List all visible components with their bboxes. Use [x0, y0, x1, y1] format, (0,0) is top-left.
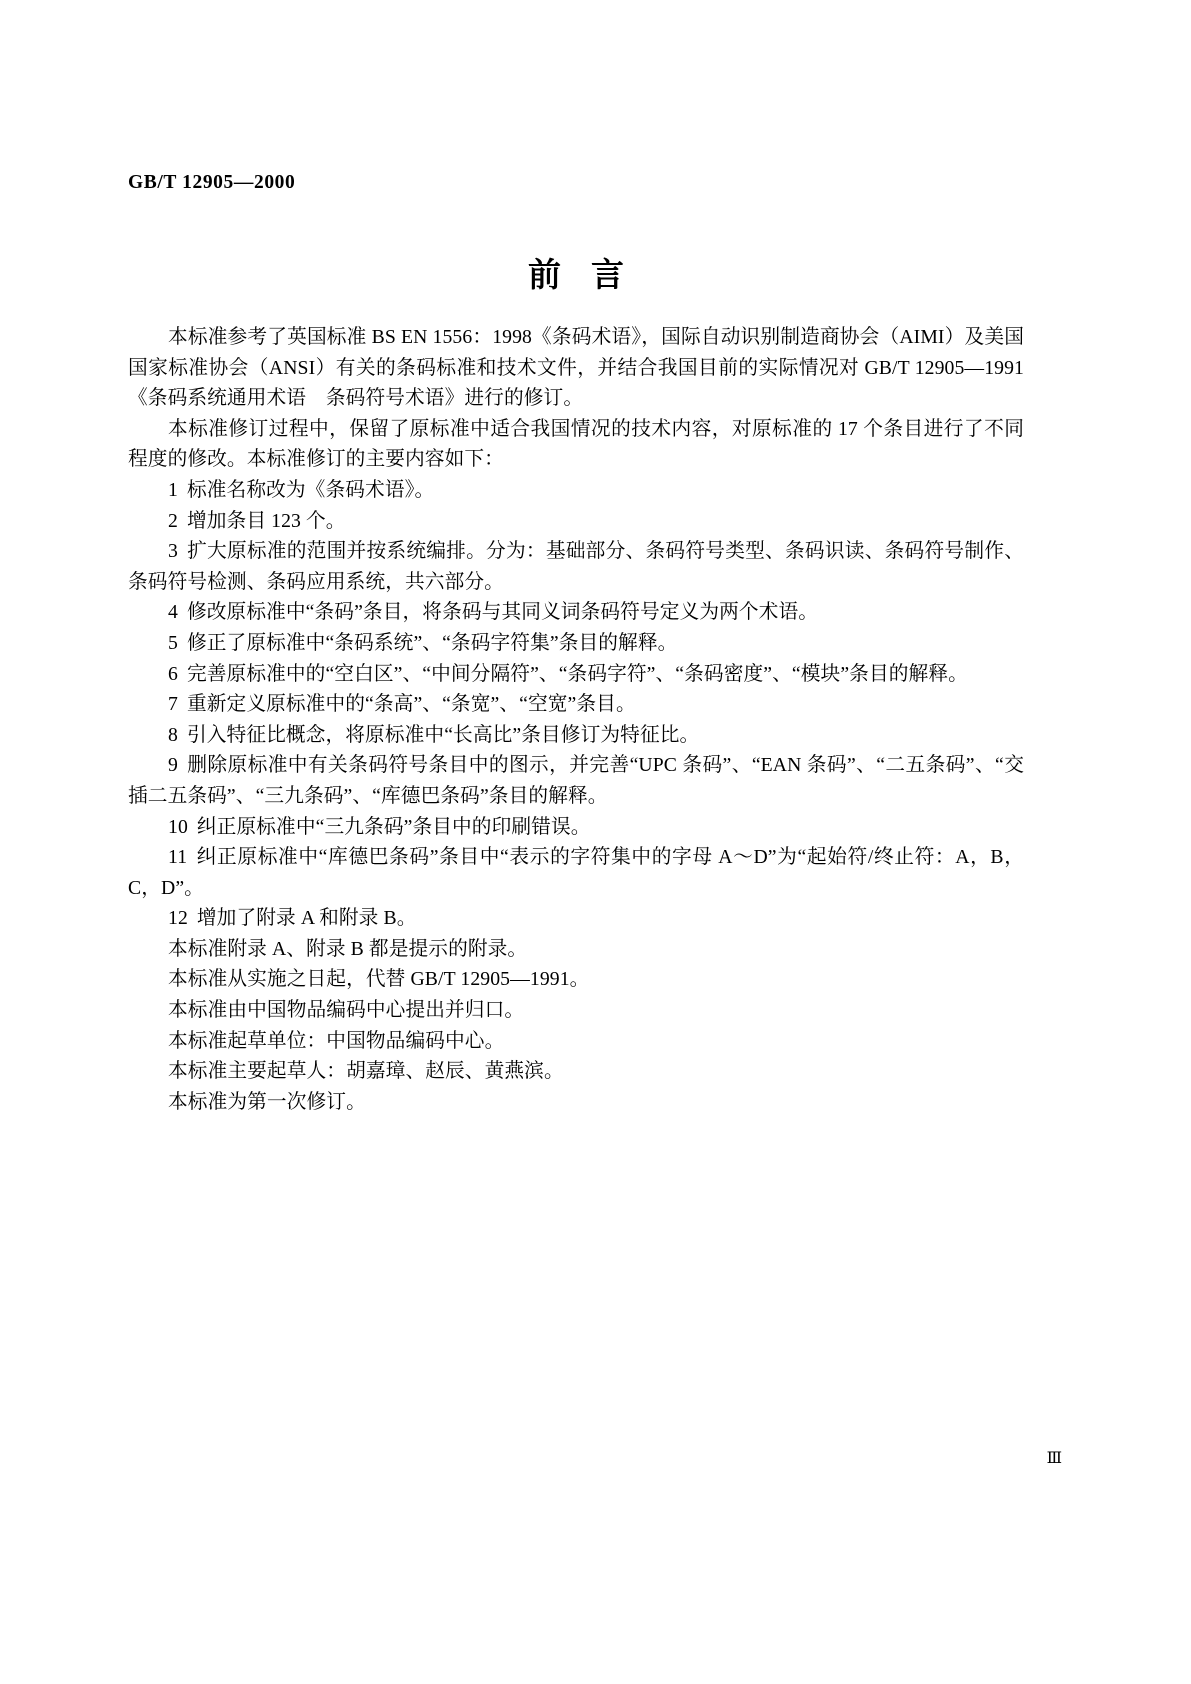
closing-line: 本标准为第一次修订。 [168, 1090, 366, 1113]
foreword-paragraph-1: 本标准参考了英国标准 BS EN 1556：1998《条码术语》，国际自动识别制造商协会（AIMI）及美国国家标准协会（ANSI）有关的条码标准和技术文件，并结合我国目前的实际情况对 GB/T 12905—1991《条码系统通用术语 条码符号术语》进行的修订。 [128, 326, 1024, 410]
closing-line: 本标准从实施之日起，代替 GB/T 12905—1991。 [168, 968, 590, 991]
list-item [128, 689, 1024, 720]
list-item [128, 903, 1024, 934]
list-item [128, 842, 1024, 903]
foreword-body [128, 322, 1024, 1117]
list-item-number: 2 [168, 509, 178, 532]
list-item-number: 4 [168, 601, 178, 624]
list-item-text: 增加条目 123 个。 [186, 509, 346, 532]
list-item [128, 659, 1024, 690]
list-item-text: 纠正原标准中“库德巴条码”条目中“表示的字符集中的字母 A～D”为“起始符/终止符：A，B，C，D”。 [128, 846, 1024, 899]
list-item-number: 7 [168, 693, 178, 716]
list-item-text: 删除原标准中有关条码符号条目中的图示，并完善“UPC 条码”、“EAN 条码”、“二五条码”、“交插二五条码”、“三九条码”、“库德巴条码”条目的解释。 [128, 754, 1024, 807]
list-item-text: 引入特征比概念，将原标准中“长高比”条目修订为特征比。 [186, 723, 700, 746]
list-item-text: 标准名称改为《条码术语》。 [186, 478, 435, 501]
list-item [128, 812, 1024, 843]
list-item-number: 12 [168, 907, 188, 930]
list-item-number: 8 [168, 723, 178, 746]
list-item-text: 完善原标准中的“空白区”、“中间分隔符”、“条码字符”、“条码密度”、“模块”条目的解释。 [186, 662, 968, 685]
list-item-number: 3 [168, 540, 178, 563]
foreword-paragraph-2: 本标准修订过程中，保留了原标准中适合我国情况的技术内容，对原标准的 17 个条目进行了不同程度的修改。本标准修订的主要内容如下： [128, 417, 1024, 471]
list-item-text: 重新定义原标准中的“条高”、“条宽”、“空宽”条目。 [186, 693, 636, 716]
closing-line: 本标准起草单位：中国物品编码中心。 [168, 1029, 505, 1052]
closing-line: 本标准主要起草人：胡嘉璋、赵辰、黄燕滨。 [168, 1060, 564, 1083]
list-item-number: 1 [168, 478, 178, 501]
list-item-text: 修改原标准中“条码”条目，将条码与其同义词条码符号定义为两个术语。 [186, 601, 819, 624]
standard-code-header: GB/T 12905—2000 [128, 172, 296, 193]
closing-line: 本标准由中国物品编码中心提出并归口。 [168, 999, 525, 1022]
list-item-text: 修正了原标准中“条码系统”、“条码字符集”条目的解释。 [186, 631, 678, 654]
closing-line: 本标准附录 A、附录 B 都是提示的附录。 [168, 937, 528, 960]
page-title: 前言 [528, 255, 654, 294]
list-item [128, 750, 1024, 811]
list-item [128, 720, 1024, 751]
list-item [128, 536, 1024, 597]
list-item [128, 475, 1024, 506]
list-item-number: 5 [168, 631, 178, 654]
list-item [128, 506, 1024, 537]
page-number: Ⅲ [1046, 1450, 1063, 1467]
list-item-text: 扩大原标准的范围并按系统编排。分为：基础部分、条码符号类型、条码识读、条码符号制作、条码符号检测、条码应用系统，共六部分。 [128, 540, 1024, 593]
list-item-number: 6 [168, 662, 178, 685]
list-item-text: 纠正原标准中“三九条码”条目中的印刷错误。 [196, 815, 591, 838]
list-item [128, 597, 1024, 628]
list-item-text: 增加了附录 A 和附录 B。 [196, 907, 417, 930]
list-item-number: 10 [168, 815, 188, 838]
list-item-number: 9 [168, 754, 178, 777]
list-item [128, 628, 1024, 659]
list-item-number: 11 [168, 846, 188, 869]
